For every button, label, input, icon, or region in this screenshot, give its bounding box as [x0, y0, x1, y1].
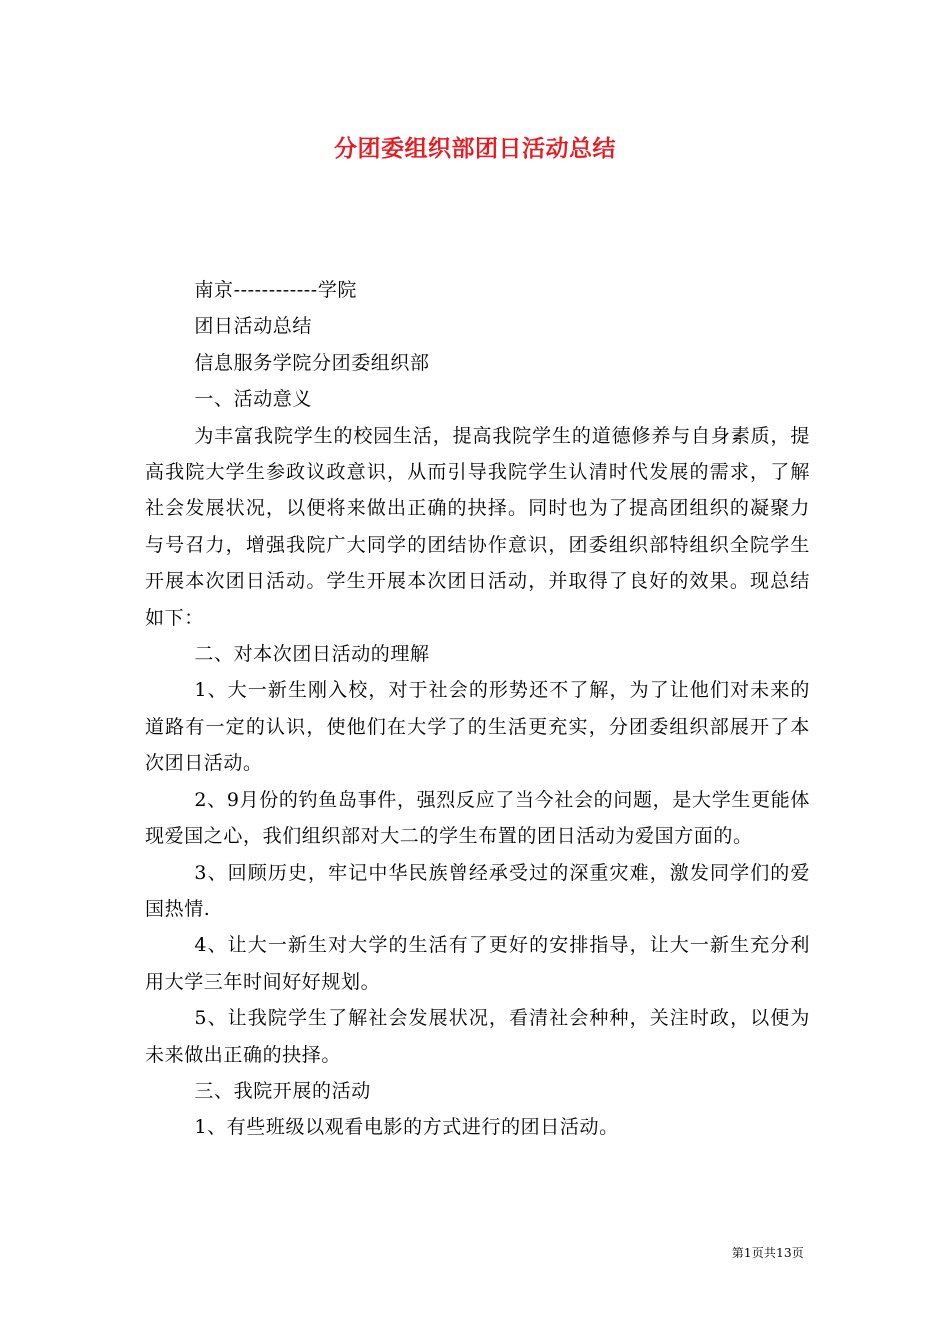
paragraph-item-1: 1、大一新生刚入校，对于社会的形势还不了解，为了让他们对未来的道路有一定的认识，使他们在大学了的生活更充实，分团委组织部展开了本次团日活动。 — [145, 679, 810, 775]
page-number: 第1页共13页 — [731, 1246, 804, 1260]
paragraph-item-4: 4、让大一新生对大学的生活有了更好的安排指导，让大一新生充分利用大学三年时间好好规划。 — [145, 934, 810, 993]
paragraph-significance: 为丰富我院学生的校园生活，提高我院学生的道德修养与自身素质，提高我院大学生参政议政意识，从而引导我院学生认清时代发展的需求，了解社会发展状况，以便将来做出正确的抉择。同时也为了提高团组织的凝聚力与号召力，增强我院广大同学的团结协作意识，团委组织部特组织全院学生开展本次团日活动。学生开展本次团日活动，并取得了良好的效果。现总结如下： — [145, 424, 810, 629]
heading-section-3: 三、我院开展的活动 — [194, 1079, 371, 1102]
heading-section-1: 一、活动意义 — [194, 388, 312, 411]
paragraph-subtitle: 团日活动总结 — [194, 315, 312, 338]
paragraph-item-3: 3、回顾历史，牢记中华民族曾经承受过的深重灾难，激发同学们的爱国热情. — [145, 861, 810, 920]
paragraph-department: 信息服务学院分团委组织部 — [194, 351, 430, 374]
paragraph-activity-1: 1、有些班级以观看电影的方式进行的团日活动。 — [194, 1116, 619, 1139]
document-title: 分团委组织部团日活动总结 — [334, 135, 616, 162]
paragraph-item-2: 2、9月份的钓鱼岛事件，强烈反应了当今社会的问题，是大学生更能体现爱国之心，我们组织部对大二的学生布置的团日活动为爱国方面的。 — [145, 788, 810, 848]
heading-section-2: 二、对本次团日活动的理解 — [194, 643, 430, 666]
paragraph-item-5: 5、让我院学生了解社会发展状况，看清社会种种，关注时政，以便为未来做出正确的抉择。 — [145, 1007, 810, 1066]
paragraph-school: 南京------------学院 — [194, 279, 358, 301]
document-body — [145, 272, 810, 1146]
